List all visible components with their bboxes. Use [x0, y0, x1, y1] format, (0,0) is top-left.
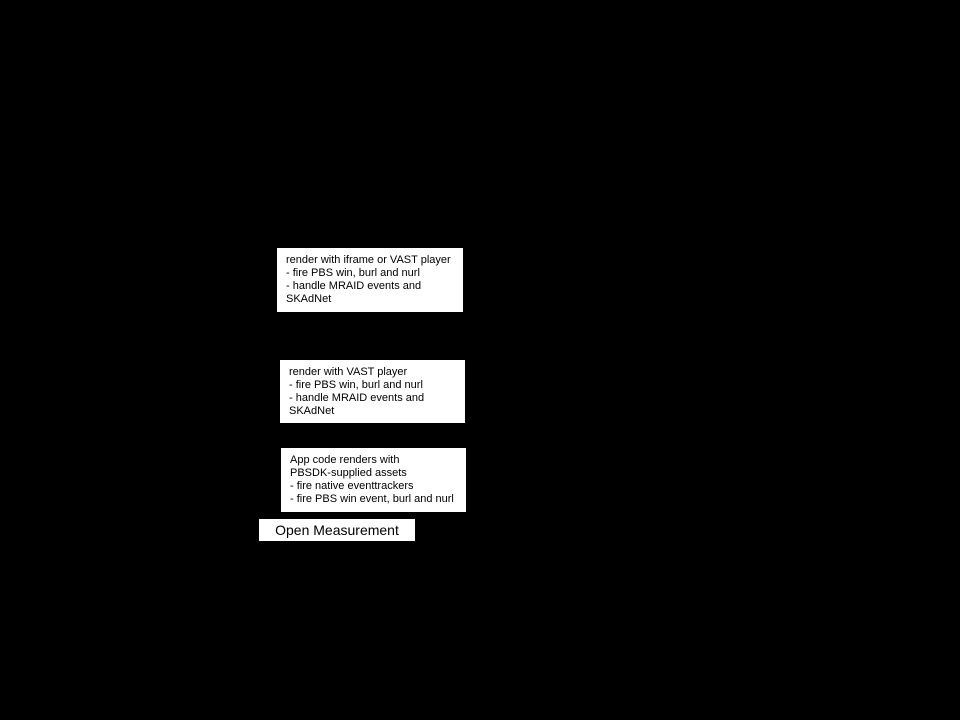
note-line: SKAdNet: [289, 405, 335, 417]
note-line: PBSDK-supplied assets: [290, 467, 407, 479]
app-code-render-note: [281, 448, 466, 512]
note-line: - handle MRAID events and: [289, 392, 425, 404]
note-line: render with VAST player: [289, 366, 408, 378]
note-line: - fire PBS win event, burl and nurl: [290, 493, 454, 505]
render-vast-note: [280, 360, 465, 423]
note-line: - fire PBS win, burl and nurl: [286, 267, 420, 279]
note-line: - fire PBS win, burl and nurl: [289, 379, 423, 391]
note-line: - fire native eventtrackers: [290, 480, 414, 492]
note-line: - handle MRAID events and: [286, 280, 422, 292]
note-line: SKAdNet: [286, 293, 332, 305]
note-line: render with iframe or VAST player: [286, 254, 451, 266]
render-iframe-vast-note: [277, 248, 463, 312]
open-measurement-label-text: Open Measurement: [275, 522, 399, 538]
note-line: App code renders with: [290, 454, 400, 466]
open-measurement-label: [259, 519, 415, 541]
